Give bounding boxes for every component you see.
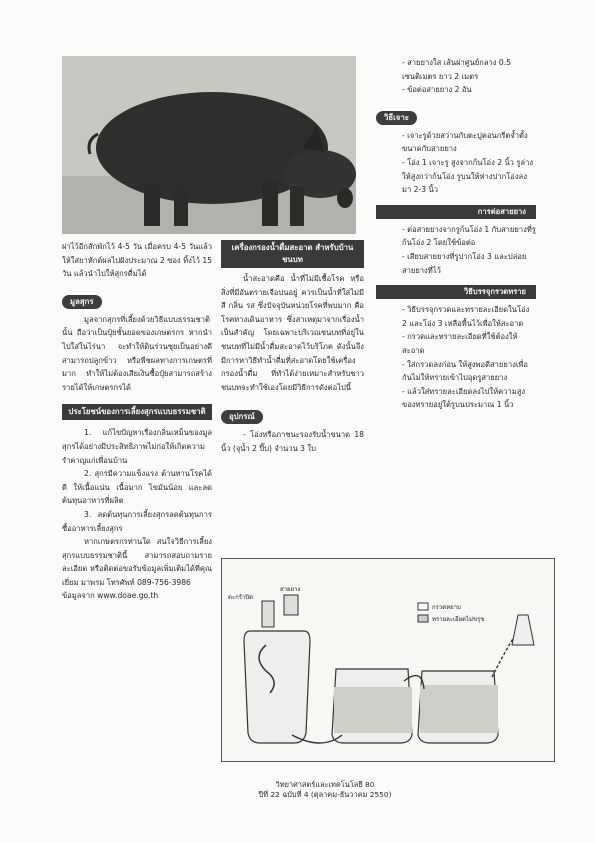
inlet-pipe — [262, 601, 274, 627]
drill-tag: วิธีเจาะ — [376, 111, 417, 125]
fill-item-1: - วิธีบรรจุกรวดและทรายละเอียดในโอ่ง 2 และโอ่ง 3 เหลือพื้นไว้เพื่อให้สะอาด — [402, 305, 530, 328]
connect-item-1: - ต่อสายยางจากรูก้นโอ่ง 1 กับสายยางที่รูก้นโอ่ง 2 โดยใช้ข้อต่อ — [402, 224, 536, 248]
benefit-text-1: 1. แก้ไขปัญหาเรื่องกลิ่นเหม็นของมูลสุกรได้อย่างมีประสิทธิภาพไม่ก่อให้เกิดความรำคาญแก่เพื่อนบ้าน — [62, 428, 212, 465]
filter-paragraph — [221, 272, 364, 394]
material-item-2: - ข้อต่อสายยาง 2 อัน — [402, 85, 472, 95]
legend-gravel: กรวดหยาบ — [432, 604, 461, 611]
section-tag-manure: มูลสุกร — [62, 295, 102, 309]
fill-item-2: - กรวดและทรายละเอียดที่ใช้ต้องให้สะอาด — [402, 332, 518, 355]
contact-paragraph — [62, 535, 212, 589]
equipment-item — [221, 428, 364, 455]
right-column — [376, 56, 536, 412]
source-line: ข้อมูลจาก www.doae.go.th — [62, 591, 159, 601]
benefit-text-3: 3. ลดต้นทุนการเลี้ยงสุกรลดต้นทุนการซื้ออาหารเลี้ยงสุกร — [62, 509, 212, 533]
middle-column — [221, 240, 364, 456]
equipment-tag: อุปกรณ์ — [221, 410, 263, 424]
footer-line-1 — [250, 780, 400, 790]
legend-sand: ทรายละเอียดไม่ขรุข — [432, 616, 485, 623]
footer-magazine: วิทยาศาสตร์และเทคโนโลยี — [275, 780, 363, 789]
manure-paragraph — [62, 313, 212, 395]
benefit-item-1 — [62, 426, 212, 467]
footer-issue: ปีที่ 22 ฉบับที่ 4 (ตุลาคม-ธันวาคม 2550) — [258, 790, 392, 799]
drill-item-1: - เจาะรูด้วยสว่านกับตะปูคอนกรีตจ้ำตั้งขนาดกับสายยาง — [402, 130, 528, 154]
fill-item-3: - ใส่กรวดลงก่อน ให้สูงพอดีสายยางเพื่อกันไม่ให้ทรายเข้าไปอุดรูสายยาง — [402, 359, 528, 383]
fill-bar: วิธีบรรจุกรวดทราย — [376, 285, 536, 299]
benefit-item-3 — [62, 508, 212, 535]
filter-diagram-svg — [222, 559, 554, 761]
drill-item-2: - โอ่ง 1 เจาะรู สูงจากก้นโอ่ง 2 นิ้ว รูล่างให้สูงกว่าก้นโอ่ง รูบนให้ห่างปากโอ่งลงมา 2-3 นิ้ว — [402, 157, 534, 195]
pot-2-gravel — [334, 687, 412, 733]
valve — [284, 595, 298, 615]
manure-text: มูลจากสุกรที่เลี้ยงด้วยวิธีแบบธรรมชาตินั้น ถือว่าเป็นปุ๋ยชั้นยอดของเกษตรกร หากนำไปใส่ในไร่นา จะทำให้ดินร่วนซุยเป็นอย่างดี สามารถปลูกข้าว หรือพืชผลทางการเกษตรที่มาก ทำให้ไม่ต้องเสียเงินซื้อปุ๋ยสามารถสร้างรายได้ให้เกษตรกรได้ — [62, 314, 212, 392]
water-filter-diagram — [221, 558, 555, 762]
left-column — [62, 240, 212, 603]
contact-text: หากเกษตรกรท่านใด สนใจวิธีการเลี้ยงสุกรแบบธรรมชาตินี้ สามารถสอบถามรายละเอียด หรือติดต่อขอรับข้อมูลเพิ่มเติมได้ที่คุณเยี่ยม มาพรม โทรศัพท์ 089-756-3986 — [62, 537, 212, 587]
pot-3-gravel — [420, 685, 498, 733]
pig-photo — [62, 56, 356, 234]
equipment-text: - โอ่งหรือภาชนะรองรับน้ำขนาด 18 นิ้ว (จุน้ำ 2 ปี๊บ) จำนวน 3 ใบ — [221, 430, 364, 453]
fill-item-4: - แล้วใส่ทรายละเอียดลงไปให้ความสูงของทรายอยู่ใต้รูบนประมาณ 1 นิ้ว — [402, 386, 526, 410]
page-footer — [250, 780, 400, 800]
connect-item-2: - เสียบสายยางที่รูปากโอ่ง 3 และปล่อยสายยางที่ไว้ — [402, 251, 527, 275]
benefit-text-2: 2. สุกรมีความแข็งแรง ต้านทานโรคได้ดี ให้เนื้อแน่น เนื้อมาก ไขมันน้อย และลดต้นทุนอาหารที่ผลิต — [62, 469, 212, 506]
filter-text: น้ำสะอาดคือ น้ำที่ไม่มีเชื้อโรค หรือสิ่งที่มีอันตรายเจือปนอยู่ ควรเป็นน้ำที่ใสไม่มีสี กลิ่น รส ซึ่งปัจจุบันหน่วยโรคที่พบมาก คือ โรคทางเดินอาหาร ซึ่งสาเหตุมาจากเรื่องน้ำเป็นสำคัญ โดยเฉพาะบริเวณชนบทที่อยู่ในชนบทที่ไม่มีน้ำดื่มสะอาดไว้บริโภค ดังนั้นจึงมีการหาวิธีทำน้ำดื่มที่สะอาดโดยใช้เครื่องกรองน้ำดื่ม ที่ทำได้ง่ายเหมาะสำหรับชาวชนบทจะทำใช้เองโดยมีวิธีการดังต่อไปนี้ — [221, 274, 364, 392]
benefits-header: ประโยชน์ของการเลี้ยงสุกรแบบธรรมชาติ — [62, 404, 212, 420]
legend-swatch-gravel — [418, 603, 428, 610]
pig-illustration — [62, 56, 356, 234]
connect-bar: การต่อสายยาง — [376, 205, 536, 219]
material-item-1: - สายยางใส เส้นผ่าศูนย์กลาง 0.5 เซนติเมตร ยาว 2 เมตร — [402, 58, 511, 81]
benefit-item-2 — [62, 467, 212, 508]
filter-header: เครื่องกรองน้ำดื่มสะอาด สำหรับบ้านชนบท — [221, 240, 364, 268]
intro-paragraph: ฝาไว้อีกสักพักไว้ 4-5 วัน เมื่อครบ 4-5 วันแล้ว ให้ใส่ยาหักด์ผลไปฝังประมาณ 2 ซอง ทิ้งไว้ 15 วัน แล้วนำไปให้สุกรดื่มได้ — [62, 242, 212, 279]
cup — [512, 615, 534, 645]
pot-1 — [244, 631, 310, 743]
footer-page-number: 80 — [365, 780, 375, 789]
legend-swatch-sand — [418, 615, 428, 622]
diagram-label-mid: สายยาง — [280, 586, 301, 593]
diagram-label-left: ตะกร้าปิด — [228, 594, 254, 601]
